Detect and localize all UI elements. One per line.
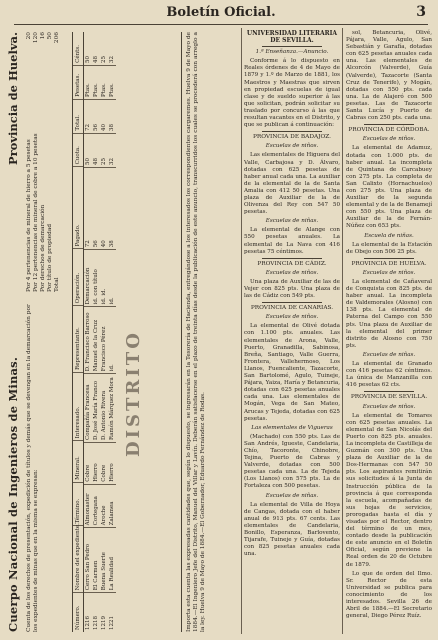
table-cell: Cobre <box>100 442 108 484</box>
table-cell: Aroche <box>100 484 108 528</box>
divider <box>262 302 322 303</box>
rotated-mining-section <box>6 28 240 632</box>
section-subheading: Escuelas de niños. <box>362 269 416 276</box>
section-text: La elemental de Olivé dotada con 1.100 pts. anuales. Las elementales de Arona, Valle, Puerto, Granadilla, Sabinosa, Breña, Santiago, Valle Guerra, Frontera, Vallehermoso, Los Llanos, Fuencaliente, Tazacorte, San Bartolomé, Agulo, Tuineje, Pájara, Yaiza, Haría y Betancuria, dotadas con 625 pesetas anuales cada una. Las elementales de Mogán, Vega de San Mateo, Arucas y Tejeda, dotadas con 625 pesetas. <box>244 323 340 422</box>
column-header: Total. <box>73 99 83 133</box>
column-header: Pagado. <box>73 166 83 248</box>
table-cell: id. con título <box>92 249 100 306</box>
column-header: Nombre del expediente. <box>75 523 81 591</box>
table-body <box>84 32 116 632</box>
legend-label: Total <box>54 277 60 292</box>
legend-value: 20 <box>26 32 32 40</box>
province-heading: PROVINCIA DE CÁDIZ. <box>257 260 327 267</box>
table-cell: Ptas. <box>84 65 92 99</box>
table-cell: 1219 <box>100 592 108 632</box>
table-cell: El Carmen <box>92 527 100 592</box>
column-header: Término. <box>73 482 83 525</box>
section-text: La elemental de Alange con 550 pesetas anuales. La elemental de La Nava con 416 pesetas 75 céntimos. <box>244 227 340 255</box>
table-cell: 56 <box>92 99 100 133</box>
table-cell: id. <box>108 249 116 306</box>
table-cell: id. id. <box>100 249 108 306</box>
section-subheading: Escuelas de niños. <box>265 314 319 321</box>
page-number: 3 <box>416 4 426 20</box>
table-cell: 32 <box>108 133 116 167</box>
legend-row <box>40 32 47 292</box>
legend-label: Por título de propiedad <box>47 223 53 292</box>
table-cell: D. Francisco Barroso <box>84 306 92 373</box>
divider <box>262 131 322 132</box>
column-header: Cénts. <box>75 45 81 63</box>
divider <box>262 258 322 259</box>
section-footer: Importa esta cuenta las expresadas cantidades que, según lo dispuesto, se ingresarán en la Tesorería de Hacienda, entregándose a los interesados los correspondientes cargaremes. Huelva 9 de Mayo de 1884.—El Ingeniero Jefe del Distrito, Manuel del Villar y Lavín. Deberán satisfacerse en el plazo de treinta días desde la publicación de este anuncio, transcurridos los cuales se procederá con arreglo a la ley. Huelva 9 de Mayo de 1884.—El Gobernador, Eduardo Fernández de Rodas. <box>186 32 207 632</box>
province-heading: PROVINCIA DE SEVILLA. <box>350 394 428 401</box>
section-subheading: Escuela de niñas. <box>364 232 414 239</box>
table-cell: 25 <box>101 55 107 63</box>
table-cell: 40 <box>100 99 108 133</box>
continuation-column <box>346 30 432 622</box>
column-heading: UNIVERSIDAD LITERARIA DE SEVILLA. <box>246 30 338 45</box>
section-subheading: Escuelas de niños. <box>265 143 319 150</box>
table-cell: 50 <box>85 55 91 63</box>
table-cell: 1216 <box>84 592 92 632</box>
section-subheading: Escuelas de niños. <box>362 403 416 410</box>
legend-value: 50 <box>47 32 53 40</box>
table-cell: Hierro <box>108 442 116 484</box>
legend-value: 206 <box>54 32 60 44</box>
divider <box>262 46 322 47</box>
province-heading: PROVINCIA DE CANARIAS. <box>250 305 334 312</box>
province-title: Provincia de Huelva. <box>6 32 20 166</box>
table-cell: Demarcación <box>84 249 92 306</box>
table-cell: La Realidad <box>108 527 116 592</box>
continuation-intro: sol, Betancuria, Olivé, Pájara, Valle, Agulo, San Sebastián y Garafía, dotadas con 625 pesetas anuales cada una. Las elementales de Alcorcón (Valverde), Guía (Valverde), Tazacorte (Santa Cruz de Tenerife), y Mogán, dotadas con 550 pts. cada una. La de Alajeró con 500 pesetas. Las de Tazacorte Santa Lucía y Puerto de Cabras con 250 pts. cada una. <box>346 30 432 122</box>
legend-row <box>47 32 54 292</box>
province-heading: PROVINCIA DE HUELVA. <box>351 260 427 267</box>
table-cell: 50 <box>84 133 92 167</box>
legend-label: Por 4 pertenencias de mineral de hierro a 5 pesetas <box>26 139 32 292</box>
section-title: Cuerpo Nacional de Ingenieros de Minas. <box>6 356 20 632</box>
province-heading: PROVINCIA DE CÓRDOBA. <box>348 127 430 134</box>
table-cell: 1221 <box>108 592 116 632</box>
legend-row <box>33 32 40 292</box>
table-cell: Manuel de la Cruz <box>92 306 100 373</box>
table-cell: Ptas. <box>92 65 100 99</box>
section-text: La elemental de Cañaveral de Conquista con 825 pts. de haber anual. La incompleta de Valdemorales (Alosno) con 138 pts. La elemental de Paterna del Campo con 550 pts. Una plaza de Auxiliar de la elemental del primer distrito de Alosno con 750 pts. <box>346 279 432 349</box>
divider <box>364 124 414 125</box>
section-text: Una plaza de Auxiliar de las de Vejer con 825 pts. Una plaza de las de Cádiz con 549 pts. <box>244 278 340 300</box>
section-subheading: Escuelas de niños. <box>265 269 319 276</box>
section-subheading: Escuelas de niñas. <box>362 351 416 358</box>
fee-legend <box>26 32 61 292</box>
legend-value: 120 <box>33 32 39 44</box>
table-cell: Zalamea <box>108 484 116 528</box>
legend-value: 16 <box>40 32 46 40</box>
legend-row <box>54 32 61 292</box>
legend-label: Por 12 pertenencias de mineral de cobre a 10 pesetas <box>33 133 39 292</box>
column-divider <box>342 28 343 634</box>
table-cell: Almonaster <box>84 484 92 528</box>
table-cell: 38 <box>108 99 116 133</box>
column-sections <box>346 124 432 620</box>
table-cell: Ptas. <box>108 65 116 99</box>
column-header: Representante. <box>73 305 83 372</box>
column-header: Número. <box>73 592 83 632</box>
table-header <box>73 32 84 632</box>
table-cell: Cerro San Pedro <box>84 527 92 592</box>
section-subheading: Las elementales de Vigueras <box>251 424 333 431</box>
table-row <box>100 32 108 632</box>
section-text: La elemental de Villa de Hoya de Cangas, dotada con el haber anual de 913 pts. 67 cents. Las elementales de Candelaria, Bonillo, Esperanza, Barlovento, Tijarafe, Tuineje y Guía, dotadas con 825 pesetas anuales cada una. <box>244 501 340 558</box>
table-cell: Ptas. <box>100 65 108 99</box>
section-text: La elemental de Adamuz, dotada con 1.000 pts. de haber anual. La incompleta de Quintana de Carcabuey con 275 pts. La completa de San Calixto (Hornachuelos) con 275 pts. Una plaza de Auxiliar de la segunda elemental y de la de Benamejí con 550 pts. Una plaza de Auxiliar de la de Fernán-Núñez con 653 pts. <box>346 145 432 230</box>
column-header: Pesetas. <box>73 65 83 99</box>
section-text: La elemental de Tomares con 625 pesetas anuales. La elemental de San Nicolás del Puerto con 825 pts. anuales. La incompleta de Castilleja de Guzmán con 300 pts. Una plaza de Auxiliar de la de Dos-Hermanas con 547 50 pts. Los aspirantes remitirán sus solicitudes á la Junta de Instrucción pública de la provincia á que corresponda la escuela, acompañadas de sus hojas de servicios, prorogadas hasta el día y visadas por el Rector, dentro del término de un mes, contado desde la publicación de este anuncio en el Boletín Oficial, según previene la Real orden de 20 de Octubre de 1879. <box>346 412 432 568</box>
table-cell: 72 <box>84 167 92 249</box>
table-cell: Hierro <box>92 442 100 484</box>
column-header: Interesado. <box>73 372 83 440</box>
table-row <box>108 32 116 632</box>
legend-row <box>26 32 33 292</box>
column-divider <box>241 28 242 634</box>
column-header: Cuota. <box>73 133 83 167</box>
table-row <box>92 32 100 632</box>
section-subheading: Escuelas de niñas. <box>265 218 319 225</box>
table-row <box>84 32 92 632</box>
table-cell: 38 <box>108 167 116 249</box>
section-subheading: Escuelas de niñas. <box>265 492 319 499</box>
section-text: Las elementales de Higuera del Valle, Carbajosa y D. Álvaro, dotadas con 625 pesetas de haber anual cada una. La auxiliar de la elemental de la de Santa Amalia con 412 50 pesetas. Una plaza de Auxiliar de la de Olivenza del Rey con 547 50 pesetas. <box>244 152 340 216</box>
district-watermark: DISTRITO <box>123 330 144 457</box>
table-cell: 32 <box>109 55 115 63</box>
section-text: Lo que de orden del Ilmo. Sr. Rector de esta Universidad se publica para conocimiento de los interesados. Sevilla 26 de Abril de 1884.—El Secretario general, Diego Pérez Ruíz. <box>346 570 432 620</box>
table-cell: Cobre <box>84 442 92 484</box>
section-text: La elemental de Granado con 416 pesetas 62 céntimos. La única de Manzanilla con 416 pesetas 62 cts. <box>346 361 432 389</box>
column-subheading: 1.ª Enseñanza.—Anuncio. <box>255 49 329 56</box>
table-cell: Compañía Francesa <box>84 373 92 442</box>
table-cell: Cortegana <box>92 484 100 528</box>
table-cell: D. José María Franco <box>92 373 100 442</box>
section-intro: Cuenta de los derechos de presentación, expedición de títulos y demás que se devengan en la demarcación por los expedientes de minas que en la misma se expresan: <box>26 304 39 632</box>
table-cell: Francisco Pérez <box>100 306 108 373</box>
province-heading: PROVINCIA DE BADAJOZ. <box>252 134 332 141</box>
column-header: Mineral. <box>73 440 83 482</box>
section-text: (Machado) con 550 pts. Las de San Andrés, Igueste, Candelaria, Chío, Tacoronte, Chinobre, Tejina, Puerto de Cabras y Valverde, dotadas con 500 pesetas cada una. La de Tejeda (Los Llanos) con 575 pts. La de Fortaleza con 500 pesetas. <box>244 433 340 490</box>
page-header <box>14 4 428 25</box>
table-cell: 48 <box>92 133 100 167</box>
rotated-content <box>6 28 240 632</box>
section-subheading: Escuelas de niños. <box>362 136 416 143</box>
table-cell: Buena Suerte <box>100 527 108 592</box>
column-header: Operación. <box>73 248 83 305</box>
column-sections <box>244 131 340 558</box>
divider <box>364 391 414 392</box>
table-cell: 1218 <box>92 592 100 632</box>
table-cell: 40 <box>100 167 108 249</box>
table-cell: 56 <box>92 167 100 249</box>
section-text: La elemental de la Estación de Obejo con 506 25 pts. <box>346 241 432 255</box>
university-column <box>244 30 340 560</box>
column-intro: Conforme á lo dispuesto en Reales órdenes de 4 de Mayo de 1879 y 1.º de Marzo de 1881, los Maestros y Maestras que sirven en propiedad escuelas de igual clase y de sueldo superior á las que solicitan, podrán solicitar su traslado por concurso á las que resultan vacantes en el Distrito, y que se publican á continuación: <box>244 58 340 129</box>
publication-title: Boletín Oficial. <box>166 5 276 20</box>
table-cell: 48 <box>93 55 99 63</box>
divider <box>364 258 414 259</box>
table-cell: Ramón Márquez Mora <box>108 373 116 442</box>
table-cell: 25 <box>100 133 108 167</box>
table-cell: 72 <box>84 99 92 133</box>
table-cell: D. Antonio Rivera <box>100 373 108 442</box>
table-cell: id. <box>108 306 116 373</box>
legend-label: Por derechos de demarcación <box>40 204 46 292</box>
